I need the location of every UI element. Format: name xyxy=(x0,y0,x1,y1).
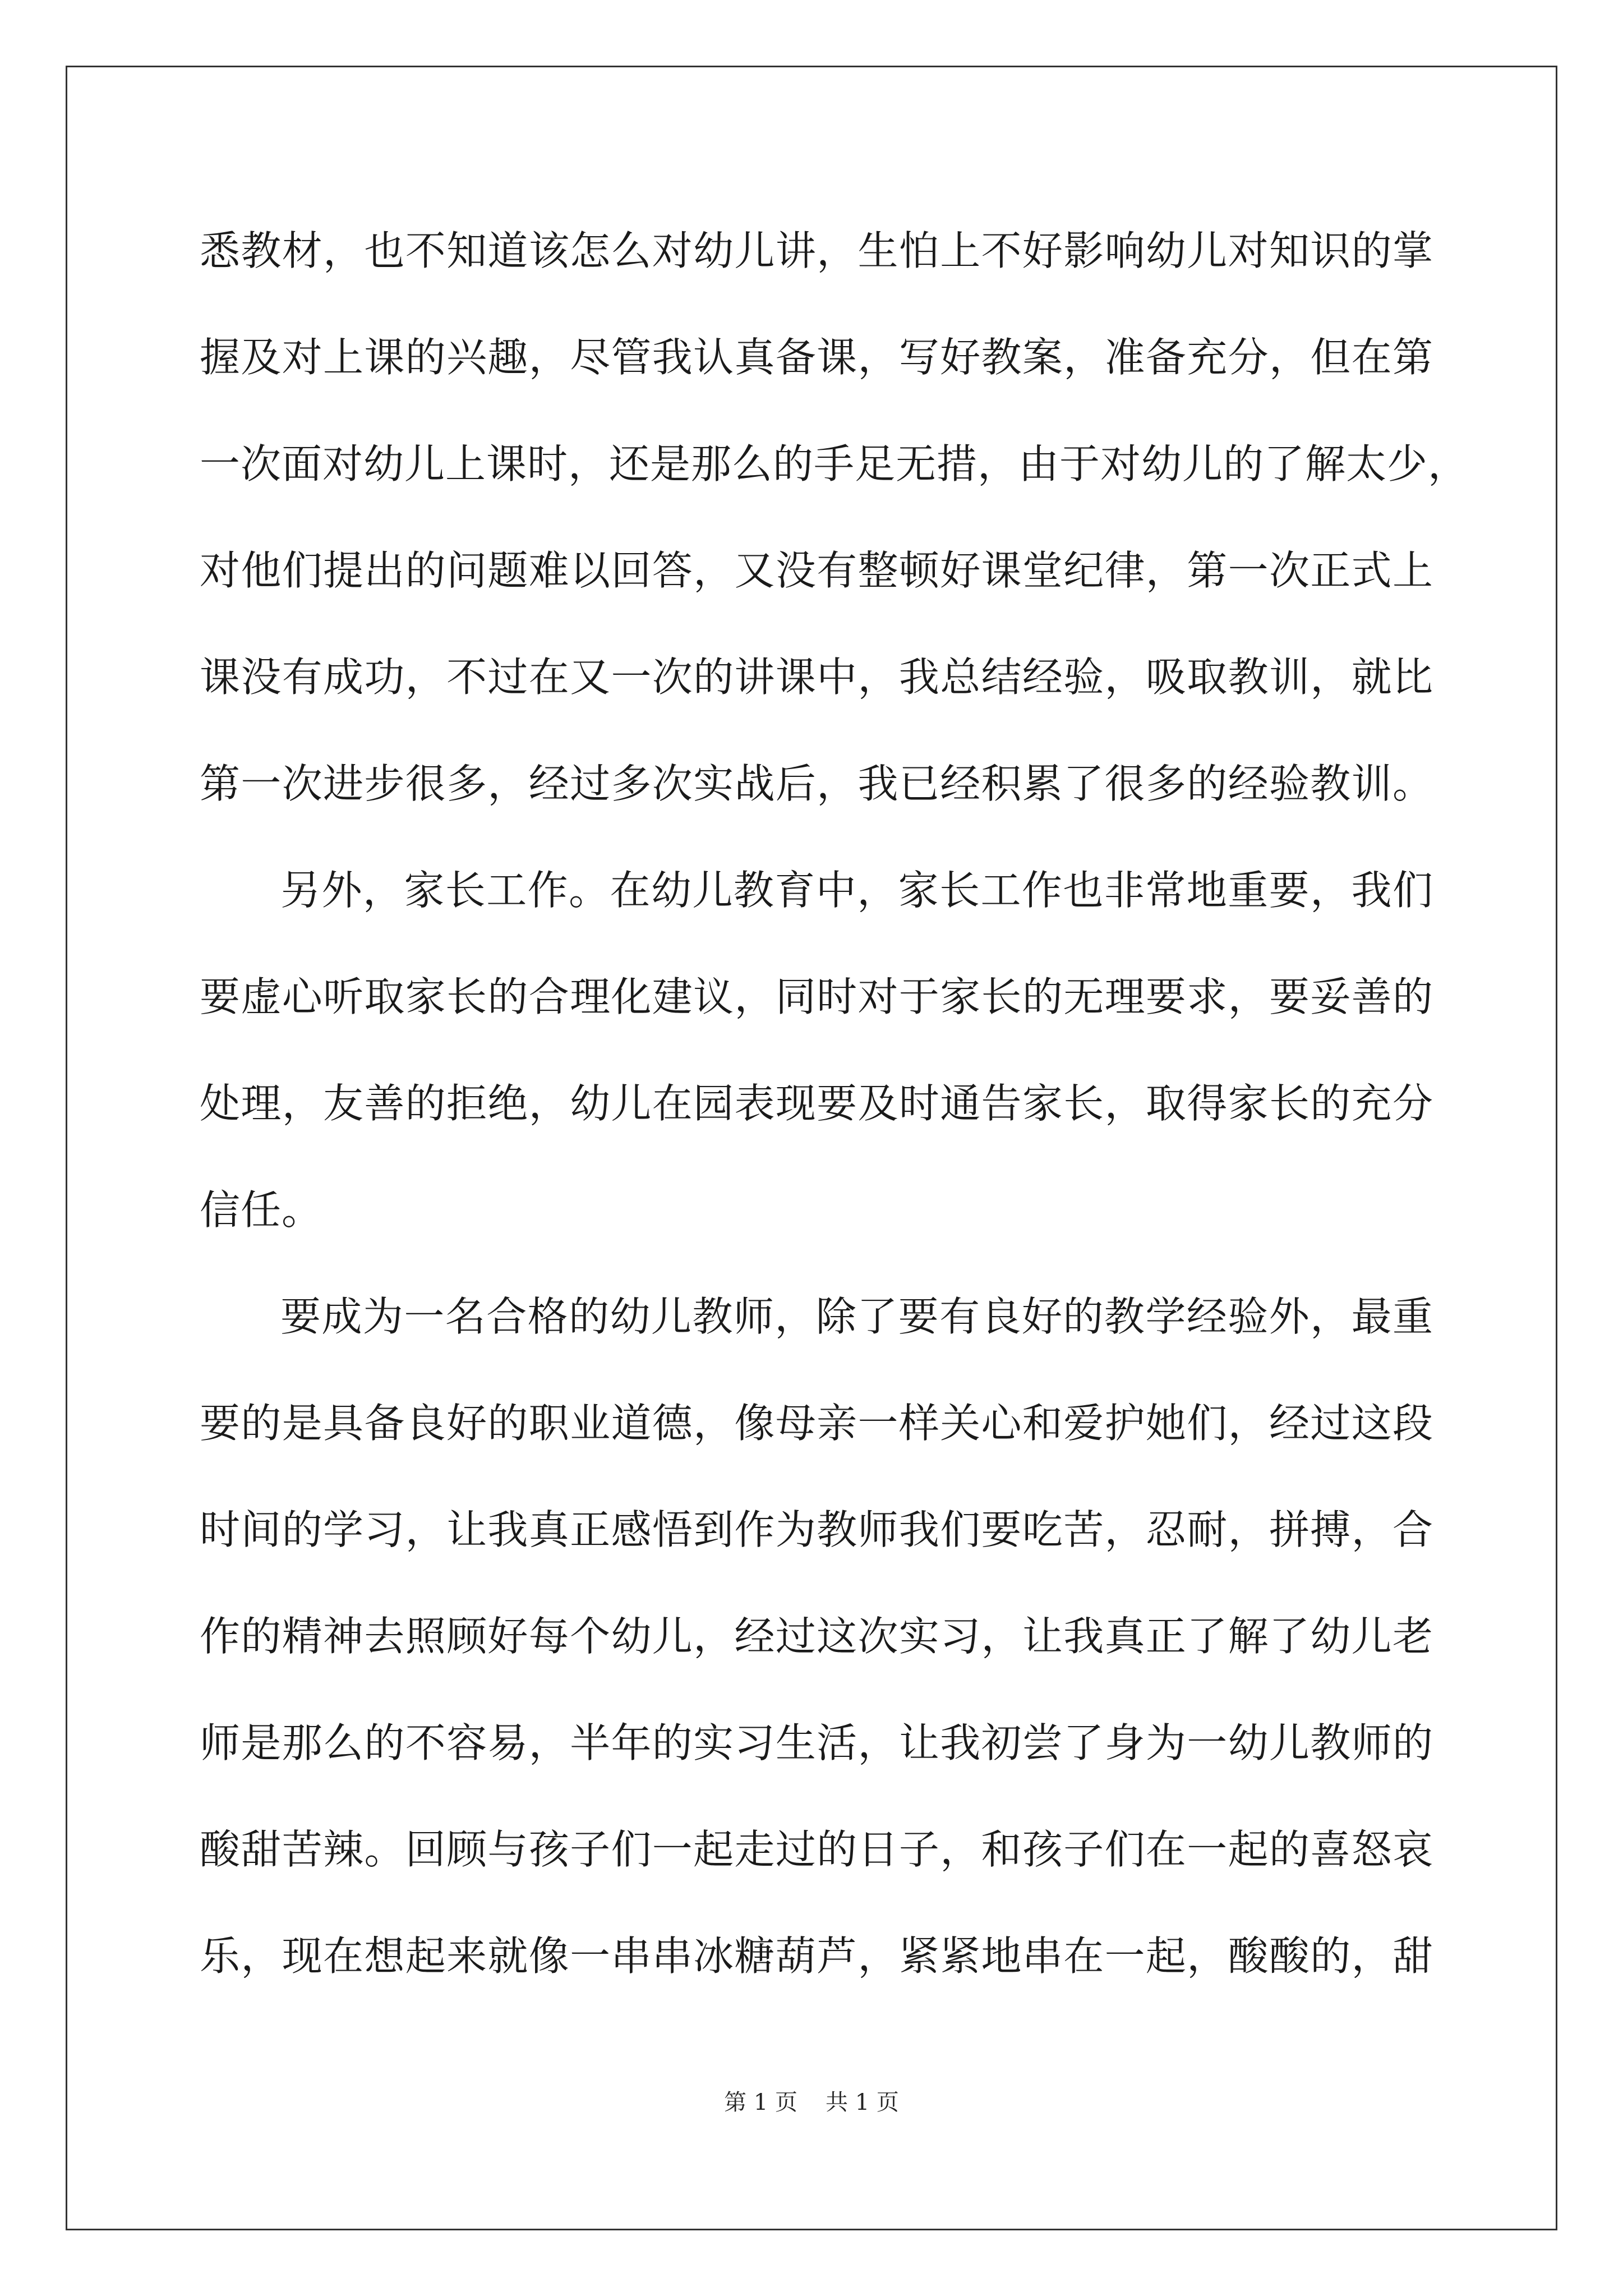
text-line: 酸甜苦辣。回顾与孩子们一起走过的日子，和孩子们在一起的喜怒哀 xyxy=(200,1826,1433,1873)
paragraph-first-line: 要成为一名合格的幼儿教师，除了要有良好的教学经验外，最重 xyxy=(280,1293,1433,1340)
page-border xyxy=(66,66,1557,2230)
text-line: 处理，友善的拒绝，幼儿在园表现要及时通告家长，取得家长的充分 xyxy=(200,1080,1433,1127)
text-line: 作的精神去照顾好每个幼儿，经过这次实习，让我真正了解了幼儿老 xyxy=(200,1613,1433,1660)
paragraph-last-line: 信任。 xyxy=(200,1186,323,1234)
text-line: 要的是具备良好的职业道德，像母亲一样关心和爱护她们，经过这段 xyxy=(200,1400,1433,1447)
page-footer xyxy=(0,2088,1623,2116)
page-number: 第 1 页 xyxy=(724,2090,797,2115)
text-line: 对他们提出的问题难以回答，又没有整顿好课堂纪律，第一次正式上 xyxy=(200,547,1433,594)
text-line: 要虚心听取家长的合理化建议，同时对于家长的无理要求，要妥善的 xyxy=(200,973,1433,1020)
text-line: 师是那么的不容易，半年的实习生活，让我初尝了身为一幼儿教师的 xyxy=(200,1719,1433,1766)
text-line: 课没有成功，不过在又一次的讲课中，我总结经验，吸取教训，就比 xyxy=(200,654,1433,701)
text-line: 时间的学习，让我真正感悟到作为教师我们要吃苦，忍耐，拼搏，合 xyxy=(200,1506,1433,1553)
text-line: 乐，现在想起来就像一串串冰糖葫芦，紧紧地串在一起，酸酸的，甜 xyxy=(200,1932,1433,1980)
text-line: 悉教材，也不知道该怎么对幼儿讲，生怕上不好影响幼儿对知识的掌 xyxy=(200,227,1433,274)
text-line: 一次面对幼儿上课时，还是那么的手足无措，由于对幼儿的了解太少， xyxy=(200,440,1469,487)
text-line: 第一次进步很多，经过多次实战后，我已经积累了很多的经验教训。 xyxy=(200,760,1433,807)
text-line: 握及对上课的兴趣，尽管我认真备课，写好教案，准备充分，但在第 xyxy=(200,334,1433,381)
page-total: 共 1 页 xyxy=(826,2090,899,2115)
paragraph-first-line: 另外，家长工作。在幼儿教育中，家长工作也非常地重要，我们 xyxy=(280,867,1433,914)
